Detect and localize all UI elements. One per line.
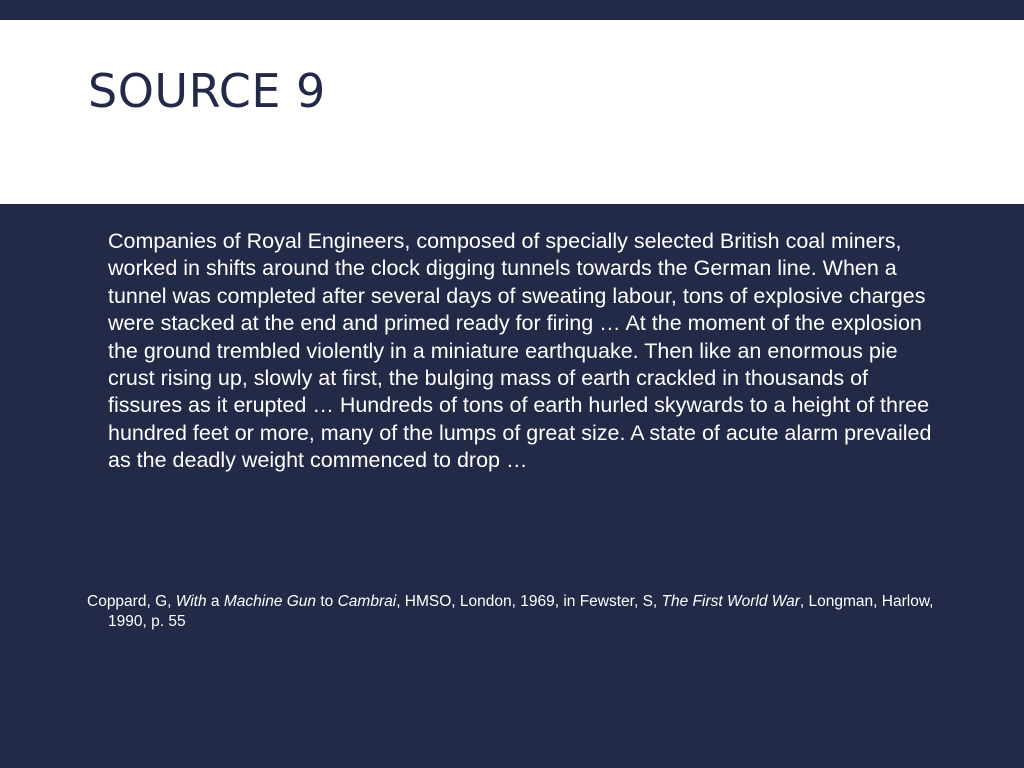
slide-title: SOURCE 9: [88, 64, 326, 118]
citation-italic-3: Cambrai: [337, 593, 397, 610]
source-quote: Companies of Royal Engineers, composed of specially selected British coal miners, worked in shifts around the clock digging tunnels towards the German line. When a tunnel was completed after several days of sweating labour, tons of explosive charges were stacked at the end and primed ready for firing … At the moment of the explosion the ground trembled violently in a miniature earthquake. Then like an enormous pie crust rising up, slowly at first, the bulging mass of earth crackled in thousands of fissures as it erupted … Hundreds of tons of earth hurled skywards to a height of three hundred feet or more, many of the lumps of great size. A state of acute alarm prevailed as the deadly weight commenced to drop …: [108, 229, 932, 473]
citation-text-1: Coppard, G,: [87, 593, 176, 610]
citation-italic-4: The First World War: [661, 593, 800, 610]
citation-text-5: , Longman, Harlow, 1990, p. 55: [108, 593, 934, 630]
citation-italic-2: Machine Gun: [223, 593, 317, 610]
citation-text-4: , HMSO, London, 1969, in Fewster, S,: [396, 593, 662, 610]
citation-italic-1: With: [175, 593, 207, 610]
source-citation: [87, 592, 938, 632]
citation-text-2: a: [206, 593, 224, 610]
citation-text-3: to: [316, 593, 338, 610]
top-strip: [0, 0, 1024, 20]
